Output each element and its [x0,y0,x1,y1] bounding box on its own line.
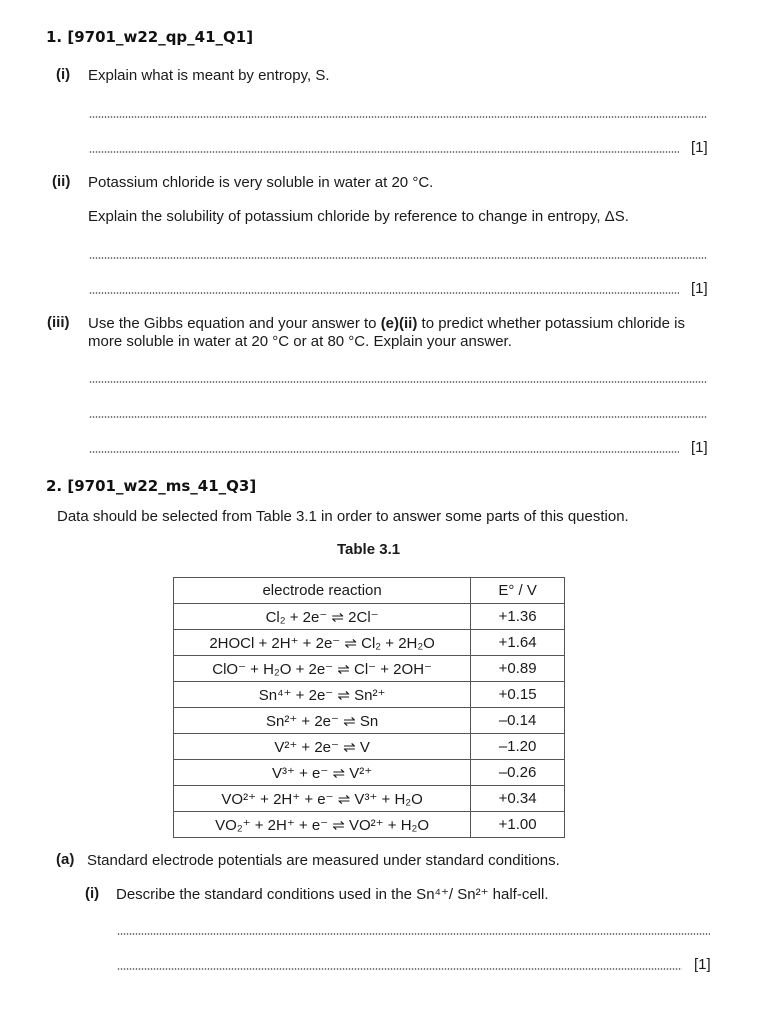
part-iii-text-line1 [88,314,685,334]
answer-line[interactable] [89,257,707,259]
reaction-cell: ClO⁻ + H₂O + 2e⁻ ⇌ Cl⁻ + 2OH⁻ [174,656,471,682]
question-2-heading: 2. [9701_w22_ms_41_Q3] [46,477,257,495]
answer-line[interactable] [117,933,710,935]
reaction-cell: VO₂⁺ + 2H⁺ + e⁻ ⇌ VO²⁺ + H₂O [174,812,471,838]
answer-line[interactable] [89,451,679,453]
header-cell: E° / V [471,578,565,604]
potential-cell: +0.34 [471,786,565,812]
electrode-potential-table [173,577,565,838]
text-span: Use the Gibbs equation and your answer to [88,315,381,332]
reaction-cell: V²⁺ + 2e⁻ ⇌ V [174,734,471,760]
part-reference: (e)(ii) [380,315,418,332]
mark-allocation: [1] [694,956,711,973]
intro-text: Data should be selected from Table 3.1 in order to answer some parts of this question. [57,508,629,525]
part-a-i-text: Describe the standard conditions used in the Sn⁴⁺/ Sn²⁺ half-cell. [116,886,549,903]
mark-allocation: [1] [691,280,708,297]
table-title: Table 3.1 [337,541,401,558]
potential-cell: +1.64 [471,630,565,656]
potential-cell: +1.36 [471,604,565,630]
reaction-cell: Cl₂ + 2e⁻ ⇌ 2Cl⁻ [174,604,471,630]
part-iii-label: (iii) [47,314,70,331]
table-row [174,630,565,656]
potential-cell: +1.00 [471,812,565,838]
table-row [174,682,565,708]
answer-line[interactable] [89,151,679,153]
table-row [174,734,565,760]
answer-line[interactable] [117,968,682,970]
potential-cell: –0.14 [471,708,565,734]
text-span: to predict whether potassium chloride is [417,315,685,332]
potential-cell: –0.26 [471,760,565,786]
table-row [174,812,565,838]
answer-line[interactable] [89,292,679,294]
mark-allocation: [1] [691,439,708,456]
question-1-heading: 1. [9701_w22_qp_41_Q1] [46,28,254,46]
potential-cell: –1.20 [471,734,565,760]
reaction-cell: Sn⁴⁺ + 2e⁻ ⇌ Sn²⁺ [174,682,471,708]
table-header-row [174,578,565,604]
answer-line[interactable] [89,116,707,118]
part-a-text: Standard electrode potentials are measured under standard conditions. [87,852,560,869]
potential-cell: +0.89 [471,656,565,682]
part-ii-label: (ii) [52,173,71,190]
part-i-text: Explain what is meant by entropy, S. [88,67,330,84]
part-ii-text: Potassium chloride is very soluble in water at 20 °C. [88,174,434,191]
reaction-cell: V³⁺ + e⁻ ⇌ V²⁺ [174,760,471,786]
part-a-label: (a) [56,851,75,868]
table-row [174,760,565,786]
reaction-cell: VO²⁺ + 2H⁺ + e⁻ ⇌ V³⁺ + H₂O [174,786,471,812]
part-iii-text-line2: more soluble in water at 20 °C or at 80 °C. Explain your answer. [88,333,512,350]
part-a-i-label: (i) [85,885,100,902]
table-row [174,656,565,682]
header-cell: electrode reaction [174,578,471,604]
reaction-cell: Sn²⁺ + 2e⁻ ⇌ Sn [174,708,471,734]
answer-line[interactable] [89,381,707,383]
potential-cell: +0.15 [471,682,565,708]
part-ii-instruction: Explain the solubility of potassium chloride by reference to change in entropy, ΔS. [88,208,629,225]
answer-line[interactable] [89,416,707,418]
table-row [174,786,565,812]
table-row [174,708,565,734]
part-i-label: (i) [56,66,71,83]
mark-allocation: [1] [691,139,708,156]
table-row [174,604,565,630]
reaction-cell: 2HOCl + 2H⁺ + 2e⁻ ⇌ Cl₂ + 2H₂O [174,630,471,656]
